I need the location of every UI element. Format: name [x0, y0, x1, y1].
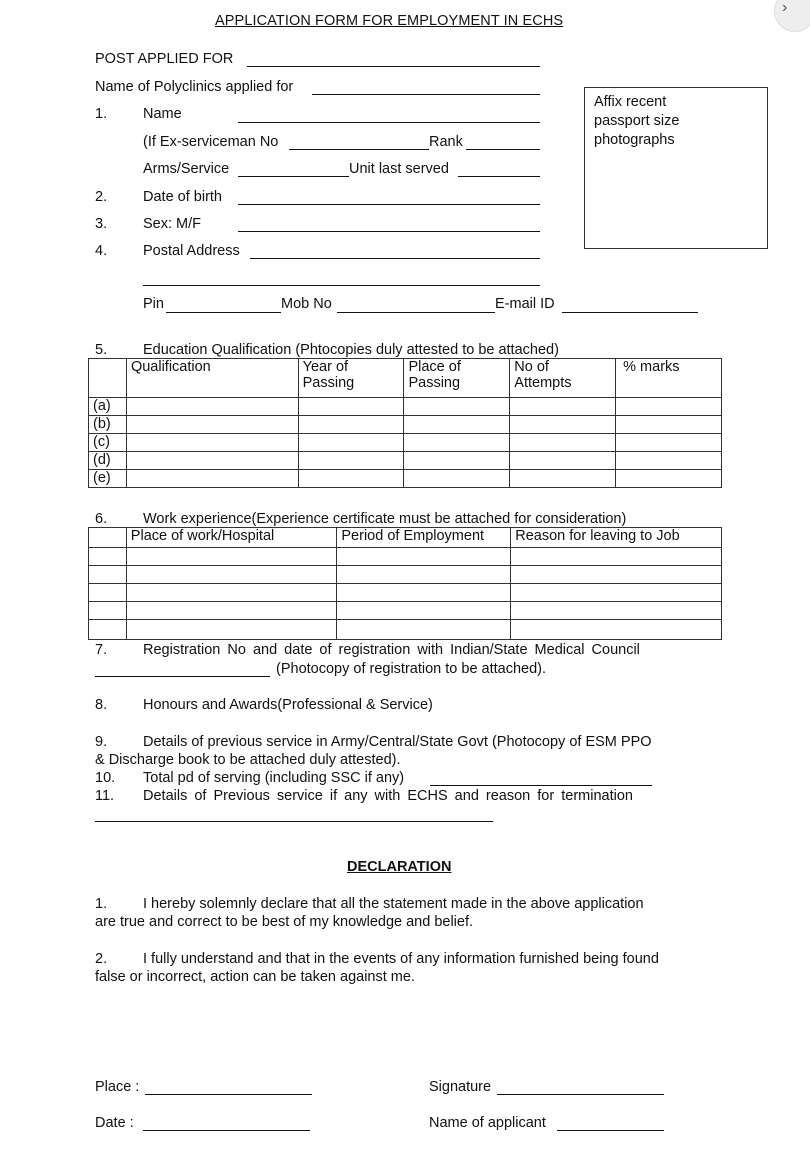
registration-label: Registration No and date of registration with Indian/State Medical Council [143, 642, 640, 658]
signature-label: Signature [429, 1079, 492, 1095]
table-cell[interactable] [89, 584, 127, 602]
scroll-corner-button[interactable] [774, 0, 810, 32]
table-cell[interactable] [126, 398, 298, 416]
table-cell[interactable] [511, 620, 722, 640]
form-title: APPLICATION FORM FOR EMPLOYMENT IN ECHS [215, 13, 564, 29]
date-line[interactable] [143, 1130, 310, 1131]
table-cell[interactable] [126, 452, 298, 470]
table-row [89, 602, 722, 620]
item-number: 6. [95, 511, 108, 527]
place-label: Place : [95, 1079, 140, 1095]
name-line[interactable] [238, 122, 540, 123]
table-row [89, 548, 722, 566]
pin-line[interactable] [166, 312, 281, 313]
table-cell[interactable] [126, 434, 298, 452]
arms-line[interactable] [238, 176, 349, 177]
table-row [89, 452, 722, 470]
mob-label: Mob No [281, 296, 332, 312]
total-service-label: Total pd of serving (including SSC if any) [143, 770, 405, 786]
dob-line[interactable] [238, 204, 540, 205]
table-cell[interactable] [298, 434, 404, 452]
chevron-right-icon: › [782, 0, 788, 16]
echs-service-line[interactable] [95, 821, 493, 822]
rank-line[interactable] [466, 149, 540, 150]
table-header: Year of Passing [298, 359, 404, 398]
polyclinics-line[interactable] [312, 94, 540, 95]
dob-label: Date of birth [143, 189, 222, 205]
polyclinics-label: Name of Polyclinics applied for [95, 79, 294, 95]
table-row [89, 398, 722, 416]
row-label: (a) [89, 398, 127, 416]
table-cell[interactable] [126, 584, 337, 602]
table-cell[interactable] [126, 566, 337, 584]
table-header-row [89, 359, 722, 398]
item-number: 4. [95, 243, 108, 259]
education-label: Education Qualification (Phtocopies duly attested to be attached) [143, 342, 559, 358]
table-header: Place of work/Hospital [126, 528, 337, 548]
table-cell[interactable] [298, 416, 404, 434]
ex-serviceman-label: (If Ex-serviceman No [143, 134, 279, 150]
item-number: 5. [95, 342, 108, 358]
work-experience-label: Work experience(Experience certificate must be attached for consideration) [143, 511, 627, 527]
sex-label: Sex: M/F [143, 216, 202, 232]
item-number: 8. [95, 697, 108, 713]
table-cell[interactable] [510, 470, 616, 488]
table-cell[interactable] [404, 470, 510, 488]
postal-label: Postal Address [143, 243, 240, 259]
table-cell[interactable] [510, 452, 616, 470]
item-number: 1. [95, 106, 108, 122]
declaration-number: 1. [95, 896, 108, 912]
table-row [89, 416, 722, 434]
table-cell[interactable] [404, 434, 510, 452]
table-header: Reason for leaving to Job [511, 528, 722, 548]
ex-serviceman-line[interactable] [289, 149, 429, 150]
table-cell[interactable] [510, 434, 616, 452]
table-cell[interactable] [298, 398, 404, 416]
table-cell[interactable] [616, 434, 722, 452]
item-number: 11. [95, 788, 115, 804]
honours-label: Honours and Awards(Professional & Service) [143, 697, 433, 713]
education-table [88, 358, 722, 488]
table-cell[interactable] [404, 452, 510, 470]
declaration-heading: DECLARATION [347, 859, 452, 875]
post-applied-line[interactable] [247, 66, 540, 67]
item-number: 7. [95, 642, 108, 658]
table-row [89, 470, 722, 488]
table-cell [89, 528, 127, 548]
table-cell [89, 359, 127, 398]
table-cell[interactable] [126, 602, 337, 620]
table-header: Qualification [126, 359, 298, 398]
table-cell[interactable] [126, 470, 298, 488]
table-cell[interactable] [510, 416, 616, 434]
declaration-text: I hereby solemnly declare that all the statement made in the above application [143, 896, 644, 912]
sex-line[interactable] [238, 231, 540, 232]
table-cell[interactable] [126, 620, 337, 640]
photo-box [584, 87, 768, 249]
table-cell[interactable] [511, 548, 722, 566]
table-cell[interactable] [126, 416, 298, 434]
date-label: Date : [95, 1115, 134, 1131]
table-header-row [89, 528, 722, 548]
postal-line[interactable] [250, 258, 540, 259]
table-row [89, 584, 722, 602]
table-cell[interactable] [337, 620, 511, 640]
name-label: Name [143, 106, 182, 122]
table-cell[interactable] [616, 416, 722, 434]
table-cell[interactable] [89, 548, 127, 566]
table-cell[interactable] [511, 566, 722, 584]
echs-service-label: Details of Previous service if any with ECHS and reason for termination [143, 788, 633, 804]
table-cell[interactable] [89, 620, 127, 640]
email-label: E-mail ID [495, 296, 555, 312]
table-cell[interactable] [511, 584, 722, 602]
declaration-number: 2. [95, 951, 108, 967]
work-table [88, 527, 722, 640]
table-cell[interactable] [89, 602, 127, 620]
applicant-line[interactable] [557, 1130, 664, 1131]
table-cell[interactable] [616, 398, 722, 416]
table-header: Period of Employment [337, 528, 511, 548]
item-number: 3. [95, 216, 108, 232]
unit-label: Unit last served [349, 161, 449, 177]
table-cell[interactable] [616, 470, 722, 488]
arms-label: Arms/Service [143, 161, 230, 177]
row-label: (c) [89, 434, 127, 452]
table-row [89, 434, 722, 452]
table-cell[interactable] [337, 548, 511, 566]
table-row [89, 620, 722, 640]
declaration-text: are true and correct to be best of my knowledge and belief. [95, 914, 474, 930]
unit-line[interactable] [458, 176, 540, 177]
table-cell[interactable] [616, 452, 722, 470]
row-label: (d) [89, 452, 127, 470]
table-cell[interactable] [337, 602, 511, 620]
table-row [89, 566, 722, 584]
table-cell[interactable] [298, 452, 404, 470]
table-cell[interactable] [511, 602, 722, 620]
applicant-label: Name of applicant [429, 1115, 546, 1131]
photo-box-text: Affix recent passport size photographs [594, 94, 680, 148]
item-number: 9. [95, 734, 108, 750]
table-cell[interactable] [298, 470, 404, 488]
previous-service-label: Details of previous service in Army/Central/State Govt (Photocopy of ESM PPO [143, 734, 652, 750]
table-cell[interactable] [510, 398, 616, 416]
pin-label: Pin [143, 296, 164, 312]
email-line[interactable] [562, 312, 698, 313]
registration-note: (Photocopy of registration to be attached). [276, 661, 547, 677]
post-applied-label: POST APPLIED FOR [95, 51, 234, 67]
table-cell[interactable] [89, 566, 127, 584]
place-line[interactable] [145, 1094, 312, 1095]
total-service-line[interactable] [430, 785, 652, 786]
row-label: (b) [89, 416, 127, 434]
table-header: % marks [616, 359, 722, 398]
table-header: Place of Passing [404, 359, 510, 398]
item-number: 2. [95, 189, 108, 205]
registration-line[interactable] [95, 676, 270, 677]
declaration-text: false or incorrect, action can be taken against me. [95, 969, 415, 985]
table-cell[interactable] [337, 584, 511, 602]
table-cell[interactable] [404, 398, 510, 416]
table-cell[interactable] [337, 566, 511, 584]
declaration-text: I fully understand and that in the events of any information furnished being found [143, 951, 659, 967]
table-cell[interactable] [404, 416, 510, 434]
row-label: (e) [89, 470, 127, 488]
rank-label: Rank [429, 134, 463, 150]
previous-service-note: & Discharge book to be attached duly attested). [95, 752, 401, 768]
postal-line-2[interactable] [143, 285, 540, 286]
table-cell[interactable] [126, 548, 337, 566]
signature-line[interactable] [497, 1094, 664, 1095]
table-header: No of Attempts [510, 359, 616, 398]
mob-line[interactable] [337, 312, 495, 313]
item-number: 10. [95, 770, 116, 786]
